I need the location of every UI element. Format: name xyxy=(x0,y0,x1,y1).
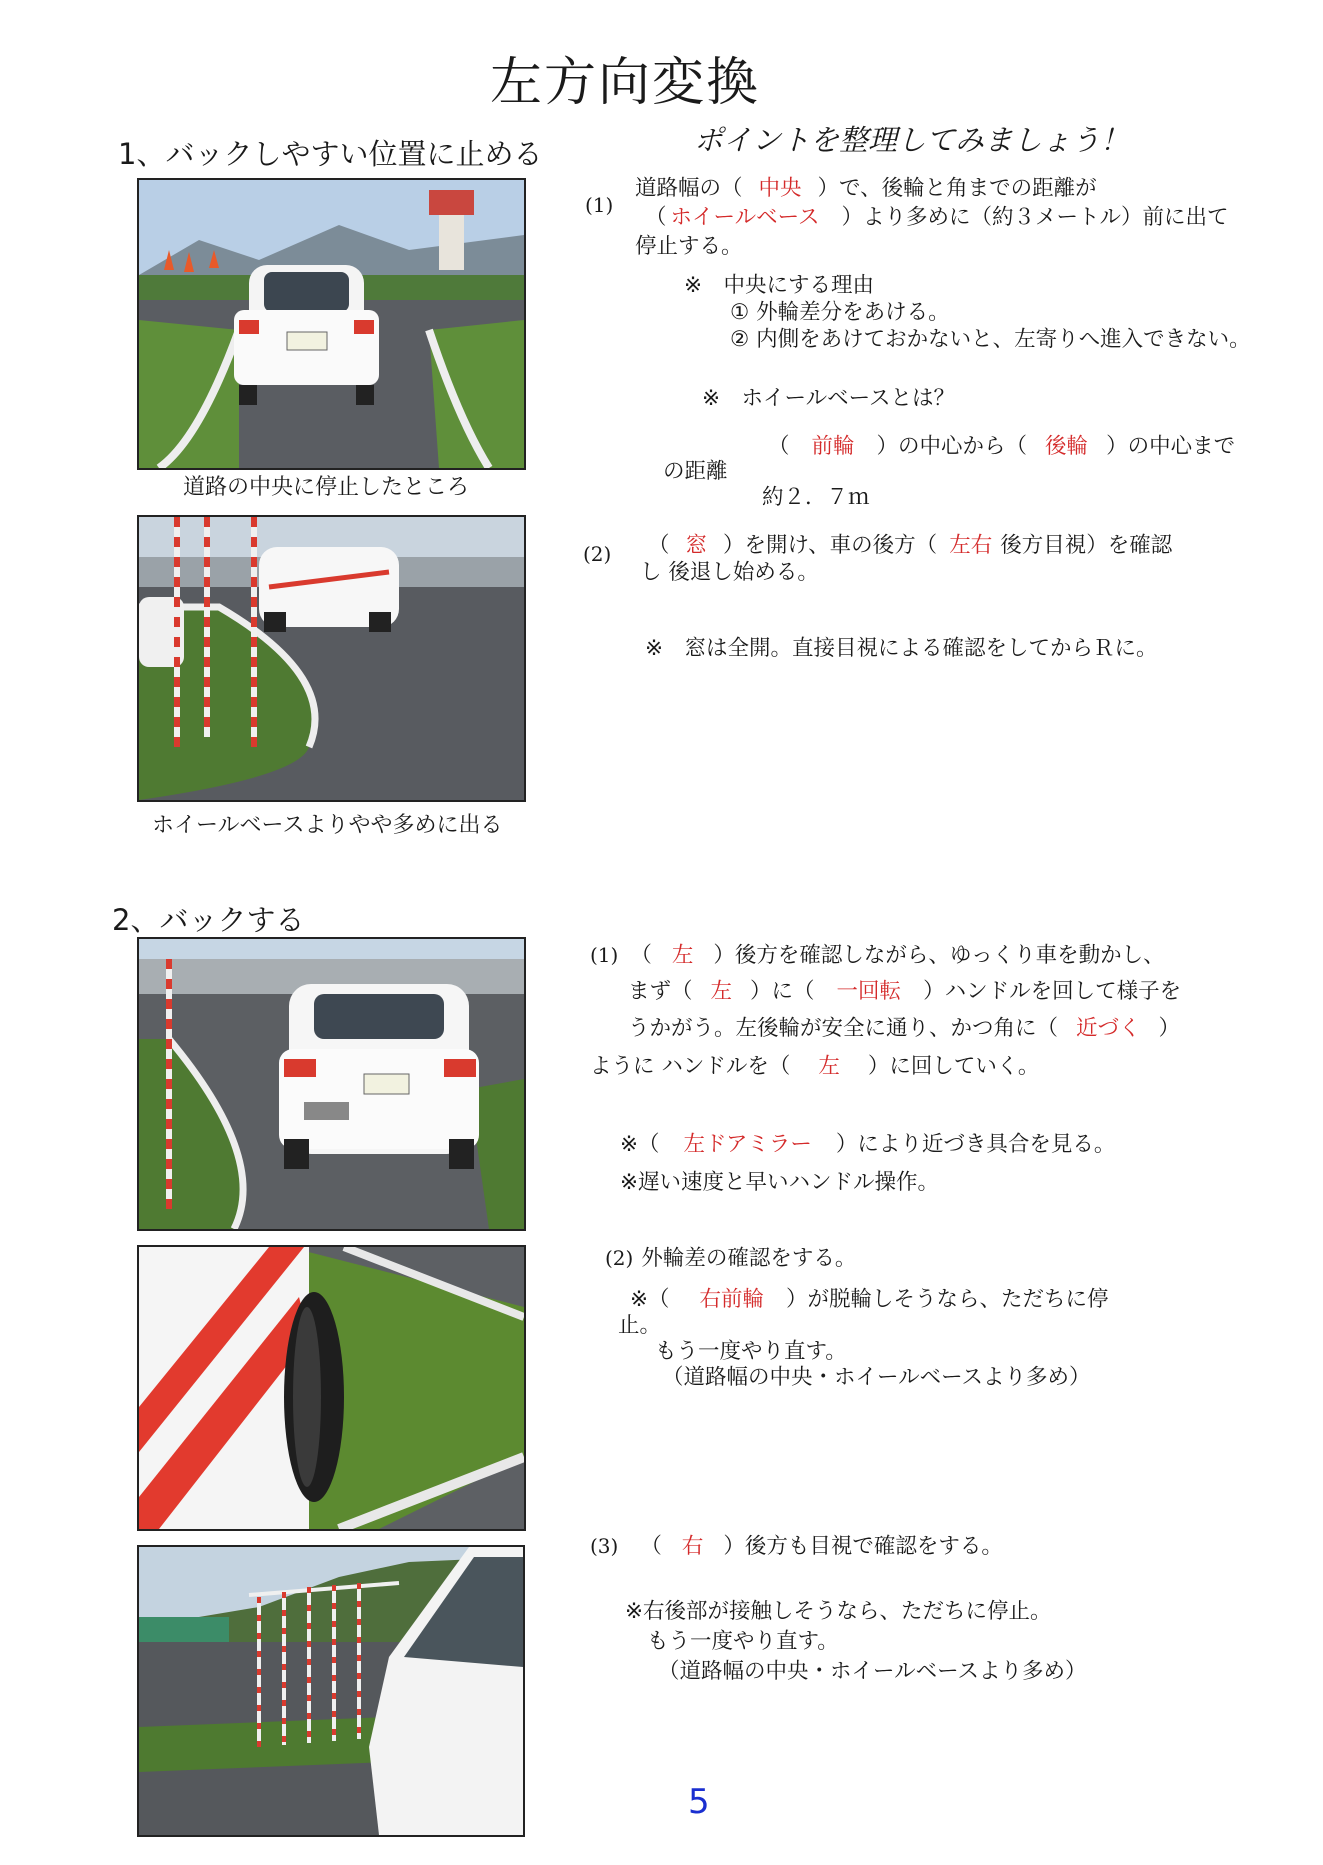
answer-one-turn: 一回転 xyxy=(836,979,902,1004)
s2-p1-note2: ※遅い速度と早いハンドル操作。 xyxy=(620,1170,940,1195)
s1-p1-value: 約２．７ｍ xyxy=(762,485,870,510)
photo-car-center xyxy=(137,178,526,470)
answer-left-1: 左 xyxy=(671,943,694,968)
s2-p3-number: (3) xyxy=(590,1534,619,1558)
subtitle: ポイントを整理してみましょう！ xyxy=(694,123,1130,157)
page-number: 5 xyxy=(688,1782,710,1822)
answer-left-right: 左右 xyxy=(949,533,993,558)
answer-right: 右 xyxy=(681,1534,704,1559)
answer-center: 中央 xyxy=(758,176,802,201)
page-title: 左方向変換 xyxy=(490,53,761,113)
s1-p1-reason2: ② 内側をあけておかないと、左寄りへ進入できない。 xyxy=(730,327,1251,352)
s1-p1-reason1: ① 外輪差分をあける。 xyxy=(730,300,950,325)
answer-approach: 近づく xyxy=(1076,1016,1141,1041)
s2-p3-note: ※右後部が接触しそうなら、ただちに停止。 xyxy=(625,1599,1052,1624)
s1-p1-wheelbase-def: （ 前輪 ）の中心から（ 後輪 ）の中心まで xyxy=(768,434,1236,459)
s2-p2-number: (2) xyxy=(605,1246,634,1270)
s1-p2-line2: し 後退し始める。 xyxy=(640,560,819,585)
photo-reversing xyxy=(137,937,526,1231)
s2-p2-note: ※（ 右前輪 ）が脱輪しそうなら、ただちに停 xyxy=(630,1287,1109,1312)
s2-p3-paren: （道路幅の中央・ホイールベースより多め） xyxy=(658,1659,1087,1684)
answer-left-door-mirror: 左ドアミラー xyxy=(683,1132,812,1157)
photo1-caption: 道路の中央に停止したところ xyxy=(183,475,470,500)
s1-p2-note: ※ 窓は全開。直接目視による確認をしてからＲに。 xyxy=(645,636,1158,661)
s1-p2-line1: （ 窓 ）を開け、車の後方（ 左右 後方目視）を確認 xyxy=(648,533,1173,558)
s2-p3-line1: (3) （ 右 ）後方も目視で確認をする。 xyxy=(590,1534,1003,1559)
answer-left-2: 左 xyxy=(710,979,733,1004)
s1-p1-line3: 停止する。 xyxy=(635,234,743,259)
s2-p1-number: (1) xyxy=(590,943,619,967)
answer-window: 窓 xyxy=(685,533,708,558)
s1-p1-note2: ※ ホイールベースとは？ xyxy=(702,386,956,411)
s2-p1-line2: まず（ 左 ）に（ 一回転 ）ハンドルを回して様子を xyxy=(628,979,1182,1004)
photo-wheelbase xyxy=(137,515,526,802)
s1-p1-note1: ※ 中央にする理由 xyxy=(684,273,875,298)
s2-p2-note-cont: 止。 xyxy=(618,1313,662,1338)
answer-right-front-wheel: 右前輪 xyxy=(699,1287,765,1312)
s2-p1-line1: (1) （ 左 ）後方を確認しながら、ゆっくり車を動かし、 xyxy=(590,943,1165,968)
section1-heading: 1、バックしやすい位置に止める xyxy=(118,137,543,171)
s2-p2-retry: もう一度やり直す。 xyxy=(655,1339,847,1364)
photo-right-rear xyxy=(137,1545,525,1837)
s2-p2-paren: （道路幅の中央・ホイールベースより多め） xyxy=(662,1365,1091,1390)
s1-p1-line2: （ ホイールベース ）より多めに（約３メートル）前に出て xyxy=(645,205,1229,230)
s1-p1-line1: 道路幅の（ 中央 ）で、後輪と角までの距離が xyxy=(635,176,1097,201)
s2-p1-line4: ように ハンドルを（ 左 ）に回していく。 xyxy=(590,1054,1040,1079)
photo2-caption: ホイールベースよりやや多めに出る xyxy=(152,813,503,838)
s2-p1-line3: うかがう。左後輪が安全に通り、かつ角に（ 近づく ） xyxy=(628,1016,1181,1041)
s1-p2-number: (2) xyxy=(583,542,612,566)
section2-heading: 2、バックする xyxy=(112,903,305,937)
answer-wheelbase: ホイールベース xyxy=(670,205,820,230)
s2-p1-note1: ※（ 左ドアミラー ）により近づき具合を見る。 xyxy=(620,1132,1116,1157)
s1-p1-distance: の距離 xyxy=(663,459,728,484)
s2-p3-retry: もう一度やり直す。 xyxy=(647,1629,839,1654)
answer-front-wheel: 前輪 xyxy=(811,434,855,459)
s1-p1-number: (1) xyxy=(585,193,614,217)
photo-outer-wheel xyxy=(137,1245,526,1531)
answer-rear-wheel: 後輪 xyxy=(1045,434,1089,459)
s2-p2-line1: (2) 外輪差の確認をする。 xyxy=(605,1246,857,1271)
answer-left-3: 左 xyxy=(818,1054,840,1079)
